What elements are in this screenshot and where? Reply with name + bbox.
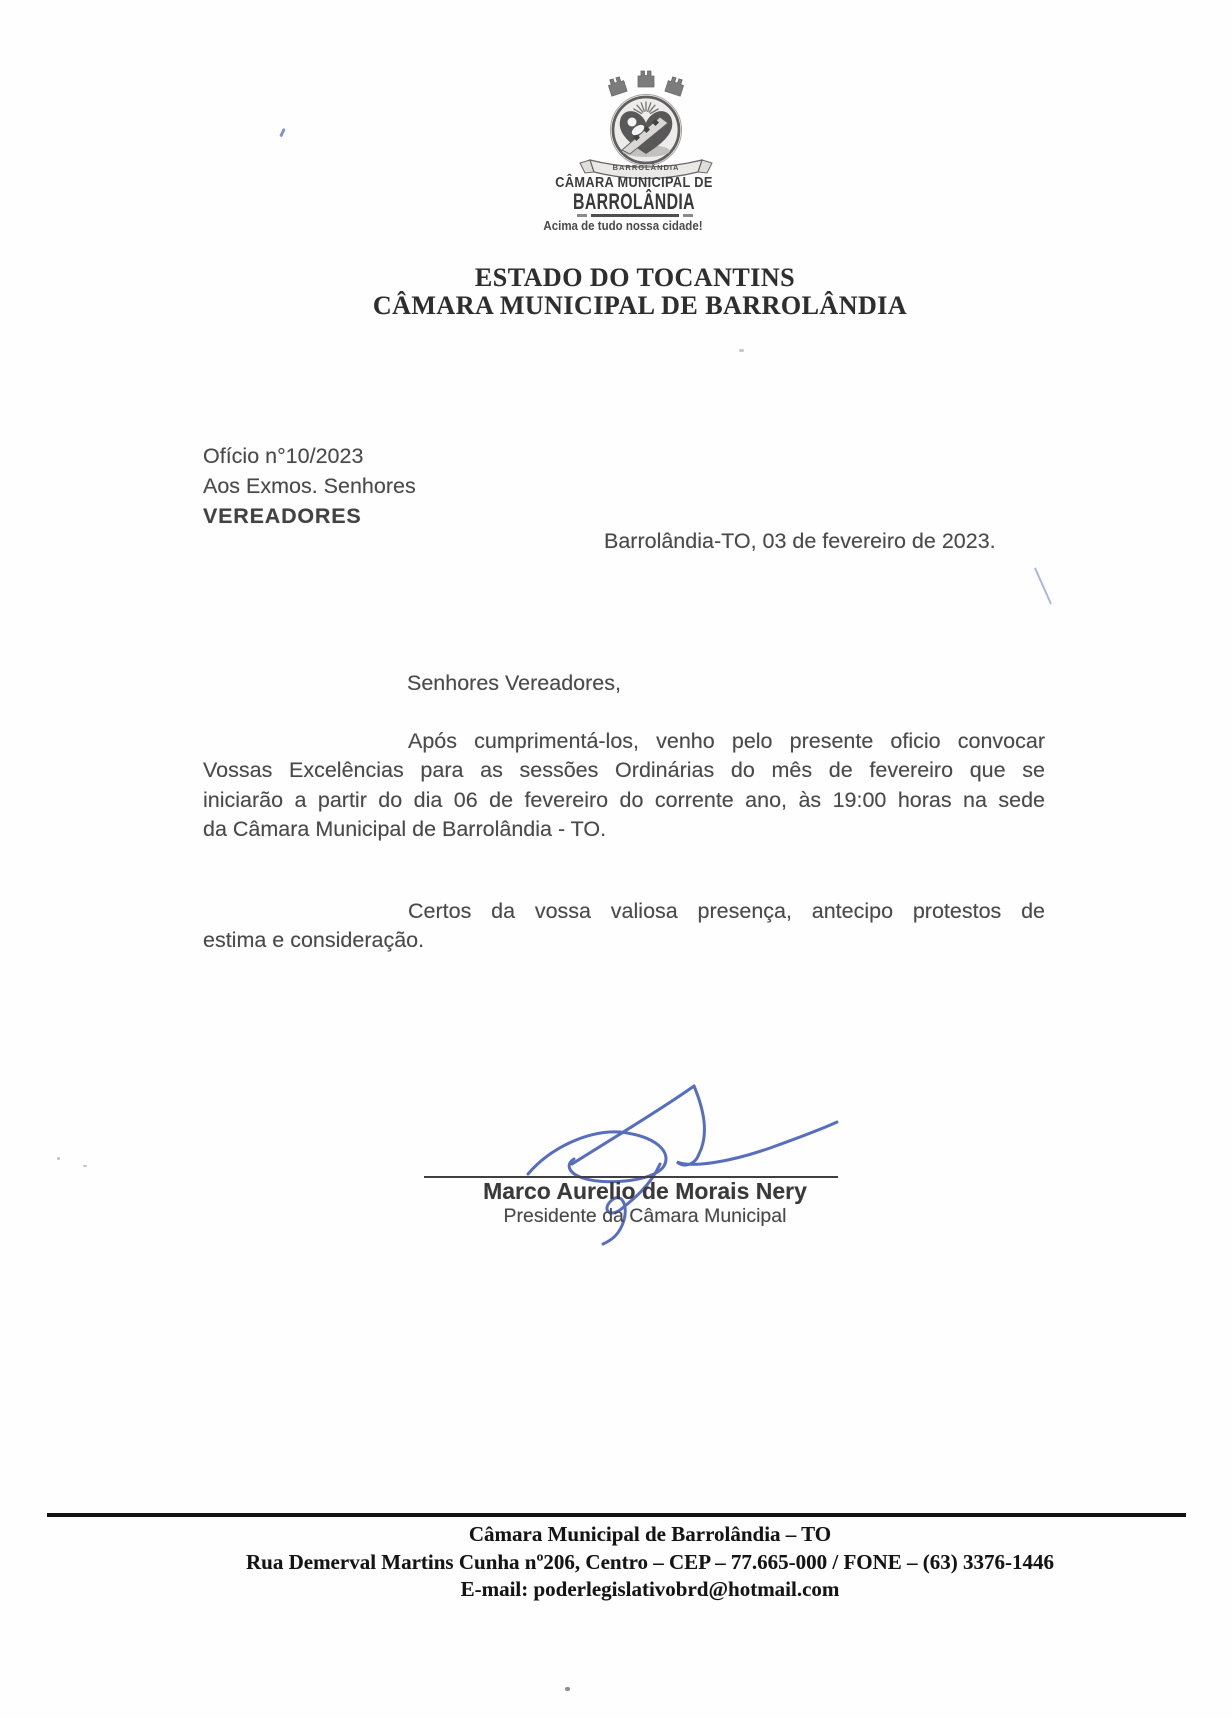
addressee: VEREADORES (203, 504, 362, 528)
dateline: Barrolândia-TO, 03 de fevereiro de 2023. (604, 529, 996, 553)
scan-speck (57, 1157, 60, 1160)
footer-address: Rua Demerval Martins Cunha nº206, Centro – CEP – 77.665-000 / FONE – (63) 3376-1446 (245, 1549, 1055, 1574)
logo-tagline: Acima de tudo nossa cidade! (543, 219, 703, 233)
paragraph-closing (203, 897, 1045, 956)
coat-of-arms-icon (552, 58, 740, 186)
crest-banner-label: BARROLÂNDIA (612, 163, 680, 172)
footer-email: E-mail: poderlegislativobrd@hotmail.com (460, 1577, 840, 1602)
oficio-number: Ofício n°10/2023 (203, 444, 364, 468)
chamber-title: CÂMARA MUNICIPAL DE BARROLÂNDIA (372, 291, 908, 320)
signer-name: Marco Aurelio de Morais Nery (483, 1178, 807, 1204)
logo-separator-rule (577, 214, 693, 217)
paragraph-line: iniciarão a partir do dia 06 de fevereiro do corrente ano, às 19:00 horas na sede (203, 787, 1045, 812)
paragraph-line: da Câmara Municipal de Barrolândia - TO. (203, 816, 607, 841)
stray-pen-stroke (1034, 567, 1052, 604)
footer-block (34, 1521, 1232, 1604)
paragraph-line: Após cumprimentá-los, venho pelo presente oficio convocar (408, 729, 1045, 753)
scan-speck (83, 1165, 87, 1167)
salutation: Senhores Vereadores, (407, 671, 621, 695)
signer-title: Presidente da Câmara Municipal (503, 1205, 787, 1227)
logo-org-name-line1: CÂMARA MUNICIPAL DE (555, 175, 713, 191)
state-title: ESTADO DO TOCANTINS (474, 263, 796, 292)
footer-rule (47, 1513, 1186, 1517)
logo-org-name-line2: BARROLÂNDIA (573, 189, 695, 214)
scan-speck (565, 1687, 570, 1691)
stray-ink-mark (279, 128, 285, 137)
paragraph-line: Certos da vossa valiosa presença, antecipo protestos de (408, 899, 1045, 923)
reference-block (203, 441, 416, 531)
paragraph-line: estima e consideração. (203, 928, 425, 953)
scan-speck (739, 349, 744, 352)
addressee-intro: Aos Exmos. Senhores (203, 474, 416, 498)
footer-org: Câmara Municipal de Barrolândia – TO (468, 1522, 832, 1546)
paragraph-convocation (203, 727, 1045, 844)
paragraph-line: Vossas Excelências para as sessões Ordinárias do mês de fevereiro que se (203, 758, 1045, 783)
